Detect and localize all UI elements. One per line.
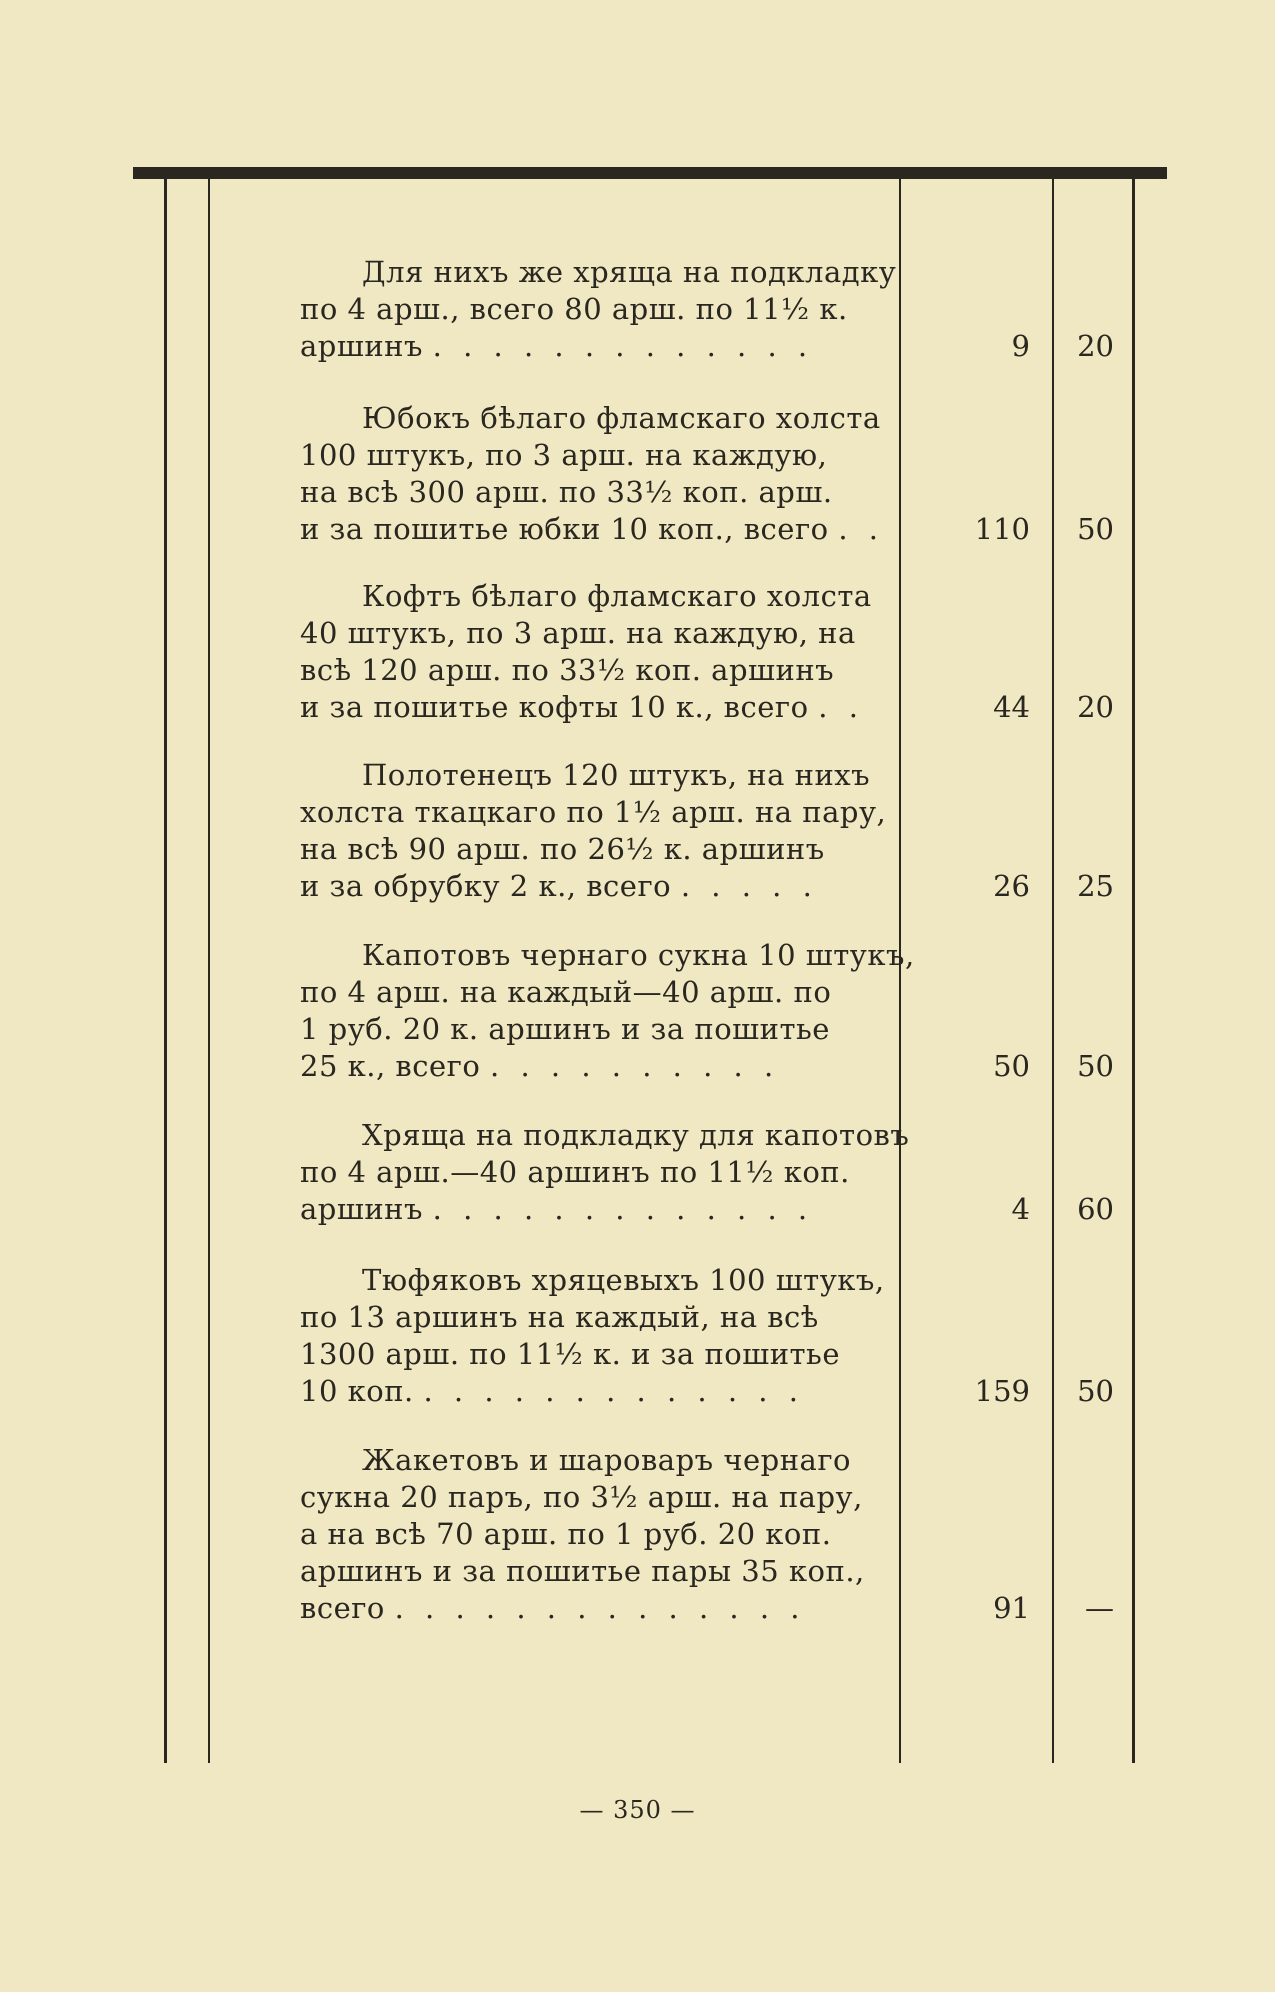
- column-rule: [1132, 179, 1135, 1763]
- kopecks-amount: 20: [1077, 690, 1114, 724]
- rubles-amount: 44: [993, 690, 1030, 724]
- entry-line: 1300 арш. по 11½ к. и за пошитье: [300, 1337, 841, 1371]
- entry-line: 1 руб. 20 к. аршинъ и за пошитье: [300, 1012, 830, 1046]
- entry-line: Тюфяковъ хряцевыхъ 100 штукъ,: [362, 1263, 885, 1297]
- leader-dots: . . . . . . . . . . . . . .: [394, 1591, 806, 1625]
- entry-line: по 4 арш. на каждый—40 арш. по: [300, 975, 832, 1009]
- entry-line: Хряща на подкладку для капотовъ: [362, 1118, 910, 1152]
- entry-line: по 13 аршинъ на каждый, на всѣ: [300, 1300, 819, 1334]
- entry-line: 40 штукъ, по 3 арш. на каждую, на: [300, 616, 856, 650]
- kopecks-amount: 20: [1077, 329, 1114, 363]
- rubles-amount: 159: [974, 1374, 1030, 1408]
- ledger-entry: [300, 1262, 885, 1410]
- kopecks-amount: —: [1085, 1591, 1114, 1625]
- column-rule: [164, 179, 167, 1763]
- entry-line: и за обрубку 2 к., всего . . . . .: [300, 869, 818, 903]
- entry-line: Кофтъ бѣлаго фламскаго холста: [362, 579, 872, 613]
- ledger-entry: [300, 254, 897, 365]
- entry-line: Юбокъ бѣлаго фламскаго холста: [362, 401, 881, 435]
- entry-line: и за пошитье юбки 10 коп., всего . .: [300, 512, 884, 546]
- entry-line: 25 к., всего . . . . . . . . . .: [300, 1049, 780, 1083]
- top-rule: [133, 167, 1167, 179]
- ledger-entry: [300, 937, 915, 1085]
- entry-line: аршинъ . . . . . . . . . . . . .: [300, 329, 814, 363]
- rubles-amount: 91: [993, 1591, 1030, 1625]
- entry-line: Капотовъ чернаго сукна 10 штукъ,: [362, 938, 915, 972]
- rubles-amount: 50: [993, 1049, 1030, 1083]
- kopecks-amount: 50: [1077, 1049, 1114, 1083]
- rubles-amount: 26: [993, 869, 1030, 903]
- column-rule: [208, 179, 210, 1763]
- ledger-entry: [300, 400, 884, 548]
- entry-line: холста ткацкаго по 1½ арш. на пару,: [300, 795, 887, 829]
- leader-dots: . .: [838, 512, 884, 546]
- ledger-entry: [300, 578, 872, 726]
- entry-line: на всѣ 300 арш. по 33½ коп. арш.: [300, 475, 833, 509]
- entry-line: и за пошитье кофты 10 к., всего . .: [300, 690, 864, 724]
- kopecks-amount: 25: [1077, 869, 1114, 903]
- entry-line: по 4 арш., всего 80 арш. по 11½ к.: [300, 292, 848, 326]
- rubles-amount: 9: [1011, 329, 1030, 363]
- leader-dots: . . . . . . . . . . . . .: [432, 329, 814, 363]
- entry-line: Полотенецъ 120 штукъ, на нихъ: [362, 758, 871, 792]
- entry-line: 100 штукъ, по 3 арш. на каждую,: [300, 438, 828, 472]
- entry-line: аршинъ и за пошитье пары 35 коп.,: [300, 1554, 865, 1588]
- rubles-amount: 110: [974, 512, 1030, 546]
- entry-line: 10 коп. . . . . . . . . . . . . .: [300, 1374, 804, 1408]
- leader-dots: . . . . . . . . . . . . .: [432, 1192, 814, 1226]
- entry-line: всего . . . . . . . . . . . . . .: [300, 1591, 806, 1625]
- leader-dots: . . . . . . . . . . . . .: [423, 1374, 804, 1408]
- page-number: — 350 —: [579, 1796, 696, 1824]
- entry-line: аршинъ . . . . . . . . . . . . .: [300, 1192, 814, 1226]
- column-rule: [1052, 179, 1054, 1763]
- kopecks-amount: 60: [1077, 1192, 1114, 1226]
- entry-line: всѣ 120 арш. по 33½ коп. аршинъ: [300, 653, 835, 687]
- kopecks-amount: 50: [1077, 1374, 1114, 1408]
- entry-line: на всѣ 90 арш. по 26½ к. аршинъ: [300, 832, 825, 866]
- entry-line: Жакетовъ и шароваръ чернаго: [362, 1443, 851, 1477]
- rubles-amount: 4: [1011, 1192, 1030, 1226]
- entry-line: Для нихъ же хряща на подкладку: [362, 255, 897, 289]
- ledger-entry: [300, 1442, 865, 1627]
- ledger-entry: [300, 1117, 910, 1228]
- entry-line: по 4 арш.—40 аршинъ по 11½ коп.: [300, 1155, 850, 1189]
- leader-dots: . .: [818, 690, 864, 724]
- kopecks-amount: 50: [1077, 512, 1114, 546]
- entry-line: сукна 20 паръ, по 3½ арш. на пару,: [300, 1480, 863, 1514]
- leader-dots: . . . . .: [680, 869, 818, 903]
- entry-line: а на всѣ 70 арш. по 1 руб. 20 коп.: [300, 1517, 832, 1551]
- leader-dots: . . . . . . . . . .: [490, 1049, 780, 1083]
- ledger-entry: [300, 757, 887, 905]
